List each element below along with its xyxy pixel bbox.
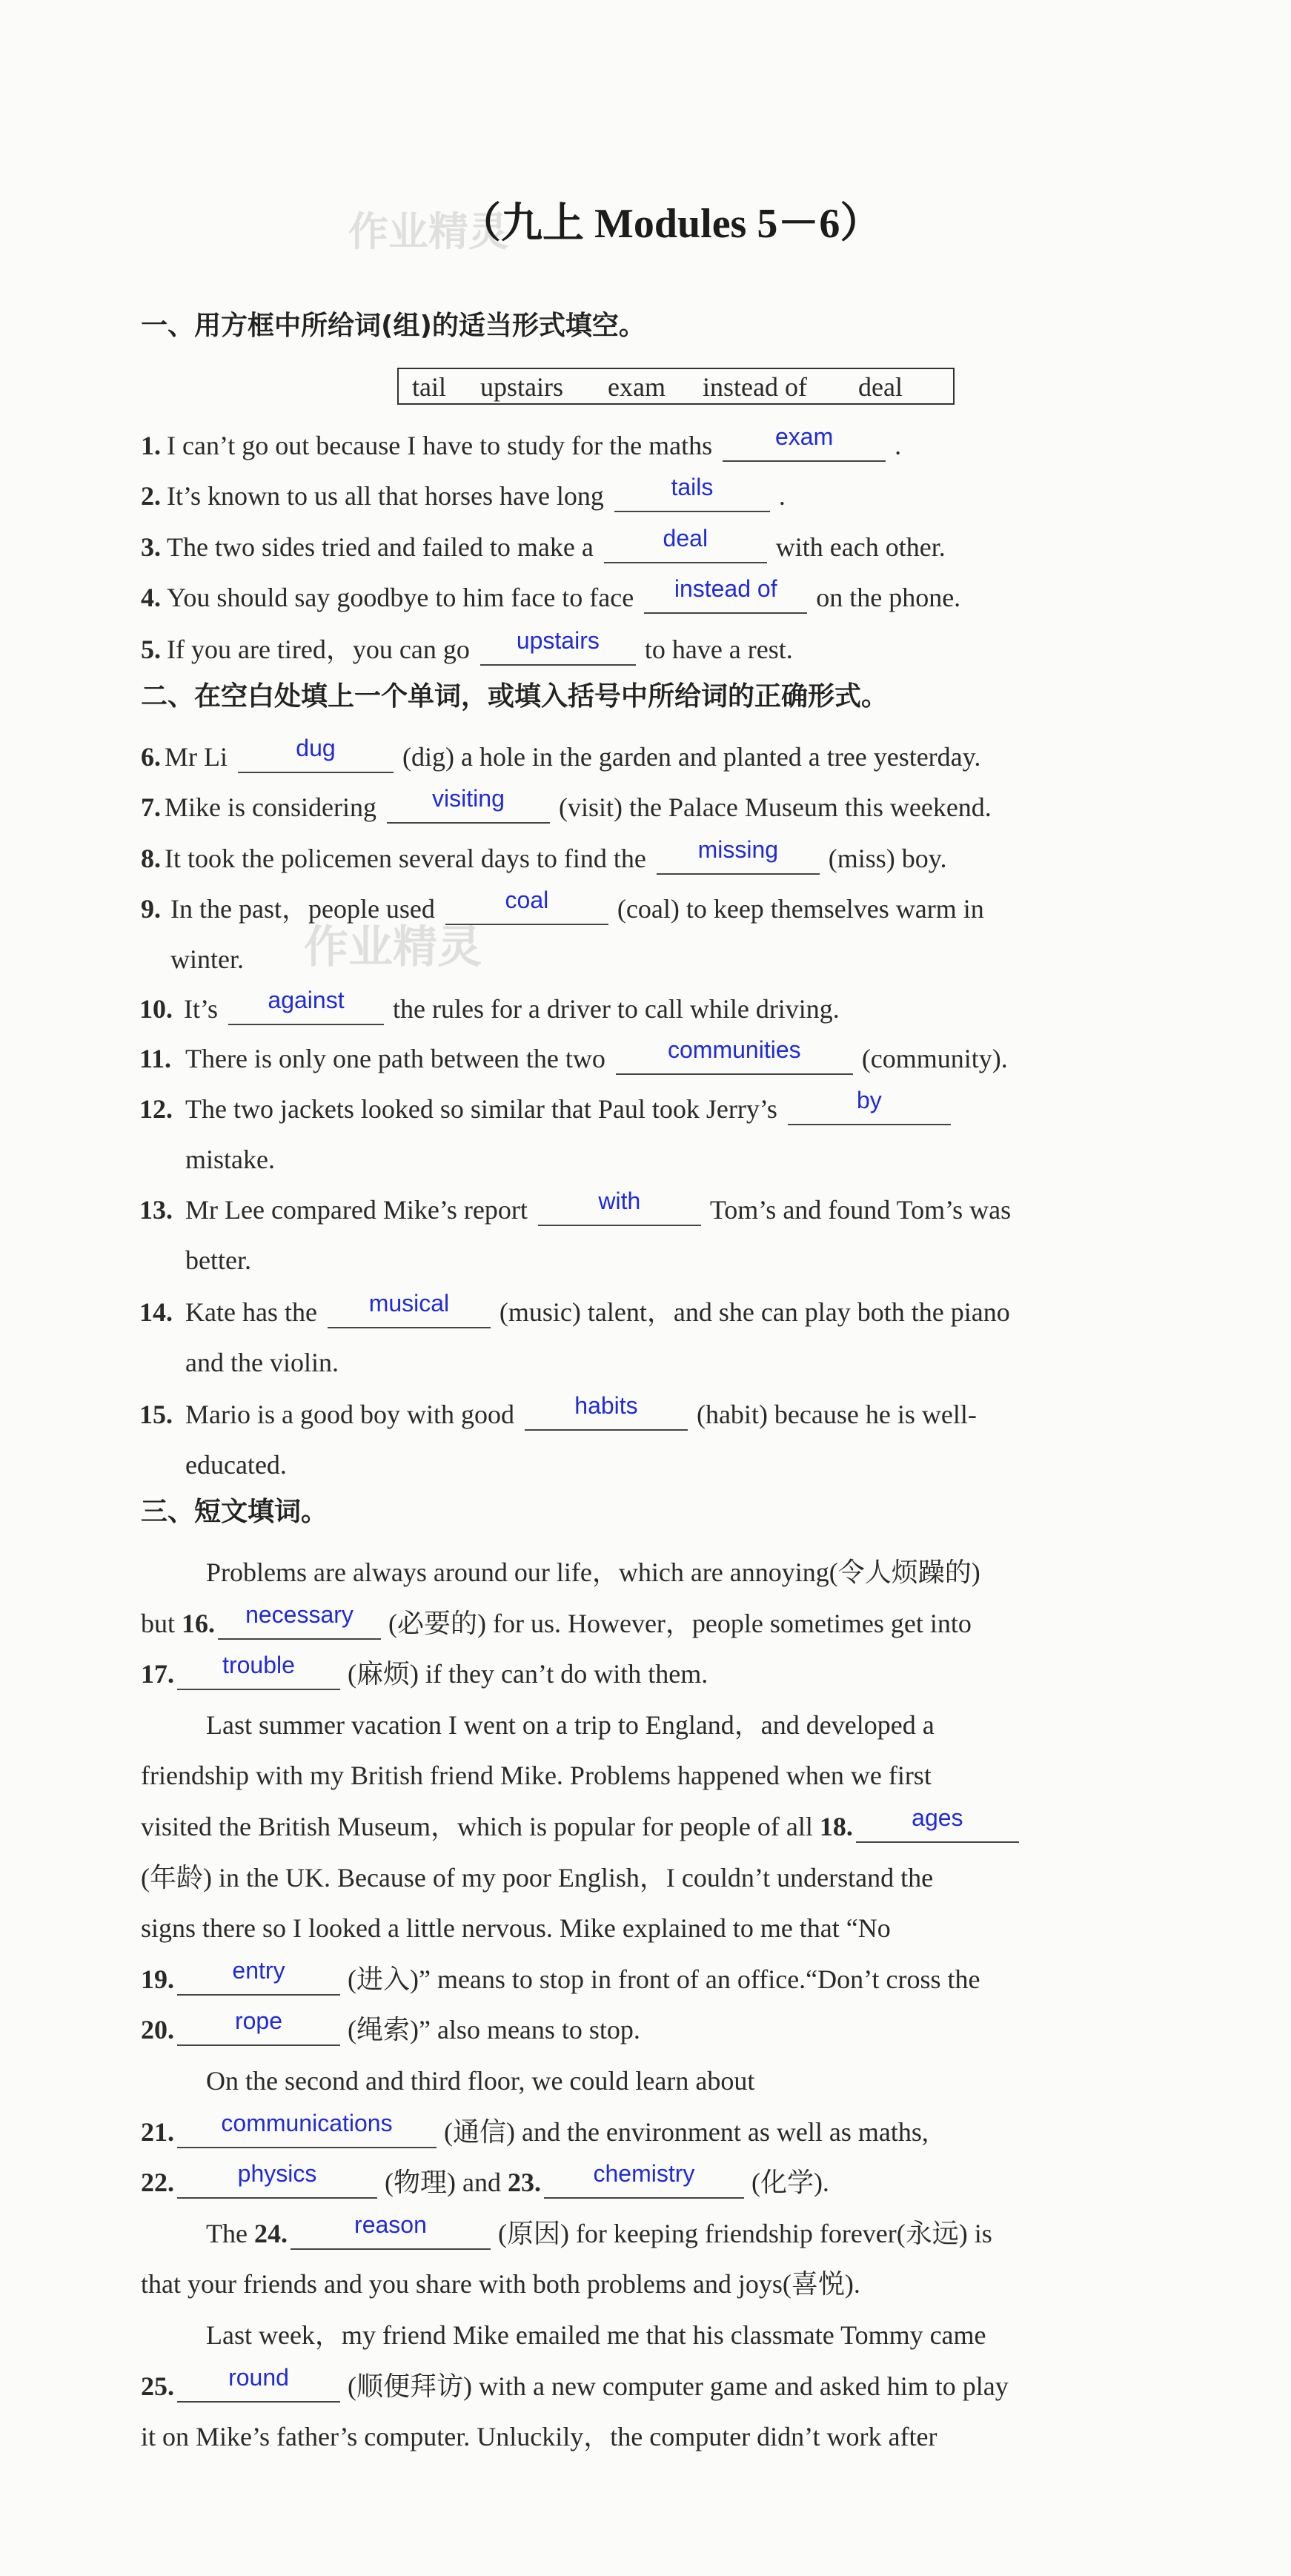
question-text-after: (habit) because he is well- xyxy=(696,1400,977,1429)
question-text-after: (visit) the Palace Museum this weekend. xyxy=(558,792,992,822)
question-number: 6. xyxy=(141,742,161,772)
answer-blank[interactable] xyxy=(723,422,886,462)
question-text: There is only one path between the two xyxy=(185,1044,605,1073)
handwritten-answer: communities xyxy=(668,1036,801,1063)
question-line xyxy=(0,730,1291,782)
question-text-after: (miss) boy. xyxy=(828,844,947,873)
blank-number: 19. xyxy=(141,1964,174,1994)
passage-line xyxy=(0,2156,1291,2208)
answer-blank[interactable] xyxy=(604,523,767,563)
passage-text: The xyxy=(206,2218,248,2248)
passage-text: (通信) and the environment as well as maths, xyxy=(444,2116,929,2147)
passage-text: Problems are always around our life，which are annoying(令人烦躁的) xyxy=(206,1557,980,1587)
blank-number: 24. xyxy=(253,2218,288,2248)
passage-text: friendship with my British friend Mike. Problems happened when we first xyxy=(141,1761,932,1791)
question-number: 15. xyxy=(139,1400,173,1429)
passage-line xyxy=(0,1953,1291,2004)
question-number: 11. xyxy=(139,1044,172,1073)
passage-text: Last week，my friend Mike emailed me that his classmate Tommy came xyxy=(206,2320,986,2350)
question-line-continued xyxy=(0,1438,1291,1490)
question-text: In the past，people used xyxy=(170,894,435,924)
question-text-after: with each other. xyxy=(775,532,946,562)
section2-heading: 二、在空白处填上一个单词，或填入括号中所给词的正确形式。 xyxy=(141,681,889,712)
blank-number: 16. xyxy=(182,1608,215,1638)
question-text: Mr Lee compared Mike’s report xyxy=(185,1195,528,1225)
watermark-top: 作业精灵 xyxy=(348,208,508,255)
handwritten-answer: against xyxy=(268,987,345,1013)
answer-blank[interactable] xyxy=(544,2159,744,2199)
question-line-continued xyxy=(0,933,1291,984)
question-text-after: on the phone. xyxy=(816,583,961,612)
question-text-after: (music) talent，and she can play both the piano xyxy=(499,1297,1010,1327)
question-text-after: to have a rest. xyxy=(644,635,793,664)
question-line xyxy=(0,1388,1291,1440)
question-text: Mike is considering xyxy=(165,792,376,822)
handwritten-answer: chemistry xyxy=(593,2160,695,2188)
blank-number: 17. xyxy=(141,1659,174,1689)
passage-line xyxy=(0,2207,1291,2259)
handwritten-answer: necessary xyxy=(245,1600,354,1628)
question-number: 5. xyxy=(141,635,161,664)
question-text: The two jackets looked so similar that Paul took Jerry’s xyxy=(185,1094,777,1124)
question-line-continued xyxy=(0,1133,1291,1185)
question-text-after: . xyxy=(895,431,902,460)
word-box xyxy=(397,368,955,405)
answer-blank[interactable] xyxy=(856,1803,1019,1843)
question-line xyxy=(0,469,1291,521)
question-number: 14. xyxy=(139,1297,173,1327)
question-number: 2. xyxy=(141,481,161,511)
blank-number: 22. xyxy=(141,2168,174,2198)
question-number: 7. xyxy=(141,792,161,822)
question-text: The two sides tried and failed to make a xyxy=(167,532,594,562)
word-box-item: tail xyxy=(412,372,446,402)
question-text-after: the rules for a driver to call while driving. xyxy=(393,994,840,1024)
passage-text: (年龄) in the UK. Because of my poor English，I couldn’t understand the xyxy=(141,1862,934,1893)
answer-blank[interactable] xyxy=(218,1600,381,1640)
question-number: 1. xyxy=(141,431,161,460)
blank-number: 20. xyxy=(141,2015,174,2045)
passage-line xyxy=(0,1851,1291,1903)
passage-line xyxy=(0,2054,1291,2106)
word-box-item: deal xyxy=(858,372,903,402)
passage-line xyxy=(0,1800,1291,1852)
answer-blank[interactable] xyxy=(538,1186,701,1226)
question-number: 10. xyxy=(139,994,173,1024)
handwritten-answer: exam xyxy=(774,423,834,450)
passage-text: visited the British Museum，which is popular for people of all xyxy=(141,1812,813,1841)
passage-line xyxy=(0,1597,1291,1649)
question-line xyxy=(0,1285,1291,1337)
word-box-item: instead of xyxy=(703,372,807,402)
passage-text: (化学). xyxy=(751,2168,829,2198)
question-line xyxy=(0,571,1291,623)
question-text: Mr Li xyxy=(165,742,228,772)
question-text: It’s xyxy=(184,994,219,1024)
passage-text: (物理) and xyxy=(385,2168,501,2198)
question-text-after: (dig) a hole in the garden and planted a tree yesterday. xyxy=(402,742,981,772)
question-text: Kate has the xyxy=(185,1297,317,1327)
handwritten-answer: round xyxy=(228,2363,289,2391)
question-text-continued: winter. xyxy=(170,944,244,974)
passage-line xyxy=(0,2105,1291,2157)
passage-text: (原因) for keeping friendship forever(永远) is xyxy=(497,2218,992,2248)
passage-text: (绳索)” also means to stop. xyxy=(348,2015,640,2045)
page-title: （九上 Modules 5－6） xyxy=(459,201,882,247)
question-number: 13. xyxy=(139,1195,173,1225)
handwritten-answer: trouble xyxy=(222,1652,295,1679)
question-text: Mario is a good boy with good xyxy=(185,1400,514,1429)
question-text-continued: and the violin. xyxy=(185,1348,339,1377)
answer-blank[interactable] xyxy=(238,733,394,773)
question-text: It took the policemen several days to find the xyxy=(165,844,646,873)
handwritten-answer: visiting xyxy=(432,785,505,812)
answer-blank[interactable] xyxy=(788,1085,951,1125)
passage-text: (麻烦) if they can’t do with them. xyxy=(348,1659,708,1689)
handwritten-answer: rope xyxy=(234,2007,283,2035)
handwritten-answer: with xyxy=(598,1188,641,1214)
question-line-continued xyxy=(0,1234,1291,1285)
question-text: If you are tired，you can go xyxy=(167,635,470,664)
handwritten-answer: upstairs xyxy=(516,627,600,654)
passage-line xyxy=(0,1749,1291,1801)
question-text-after: . xyxy=(778,481,786,511)
passage-line xyxy=(0,2003,1291,2055)
answer-blank[interactable] xyxy=(177,1956,340,1996)
handwritten-answer: musical xyxy=(368,1290,450,1317)
passage-text: Last summer vacation I went on a trip to England，and developed a xyxy=(206,1709,935,1740)
handwritten-answer: ages xyxy=(912,1804,963,1831)
word-box-item: upstairs xyxy=(480,372,563,402)
handwritten-answer: instead of xyxy=(674,575,777,602)
answer-blank[interactable] xyxy=(291,2210,491,2250)
answer-blank[interactable] xyxy=(177,2363,340,2403)
section1-heading: 一、用方框中所给词(组)的适当形式填空。 xyxy=(141,311,646,341)
blank-number: 25. xyxy=(141,2371,174,2401)
answer-blank[interactable] xyxy=(328,1288,491,1328)
handwritten-answer: habits xyxy=(574,1392,638,1419)
blank-number: 21. xyxy=(141,2116,174,2147)
passage-text: it on Mike’s father’s computer. Unluckily，the computer didn’t work after xyxy=(141,2422,937,2452)
handwritten-answer: communications xyxy=(221,2109,393,2136)
answer-blank[interactable] xyxy=(644,574,807,614)
question-number: 3. xyxy=(141,532,161,562)
passage-text: (必要的) for us. However，people sometimes get into xyxy=(388,1608,972,1638)
handwritten-answer: by xyxy=(856,1087,882,1113)
question-text-after: Tom’s and found Tom’s was xyxy=(709,1195,1012,1225)
answer-blank[interactable] xyxy=(657,835,820,875)
watermark-middle: 作业精灵 xyxy=(304,921,482,973)
answer-blank[interactable] xyxy=(480,626,636,666)
passage-line xyxy=(0,2360,1291,2411)
answer-blank[interactable] xyxy=(525,1391,688,1431)
question-line xyxy=(0,832,1291,884)
answer-blank[interactable] xyxy=(177,2159,377,2199)
question-number: 9. xyxy=(141,894,161,924)
answer-blank[interactable] xyxy=(445,885,608,925)
answer-blank[interactable] xyxy=(616,1035,853,1075)
passage-line xyxy=(0,1901,1291,1953)
passage-text: On the second and third floor, we could learn about xyxy=(206,2066,755,2096)
passage-line xyxy=(0,2257,1291,2309)
answer-blank[interactable] xyxy=(228,985,384,1025)
question-line xyxy=(0,982,1291,1034)
question-text: I can’t go out because I have to study for the maths xyxy=(167,431,713,460)
question-line xyxy=(0,419,1291,471)
handwritten-answer: dug xyxy=(296,735,336,761)
question-line xyxy=(0,623,1291,675)
passage-text: (顺便拜访) with a new computer game and asked him to play xyxy=(348,2371,1009,2401)
question-line xyxy=(0,882,1291,934)
word-box-item: exam xyxy=(608,372,666,402)
question-text-after: (community). xyxy=(861,1044,1008,1073)
question-text: You should say goodbye to him face to face xyxy=(167,583,634,612)
answer-blank[interactable] xyxy=(387,784,550,824)
question-number: 12. xyxy=(139,1094,173,1124)
question-number: 4. xyxy=(141,583,161,612)
handwritten-answer: missing xyxy=(697,836,779,863)
blank-number: 18. xyxy=(819,1812,853,1841)
question-line xyxy=(0,520,1291,572)
passage-text: that your friends and you share with both problems and joys(喜悦). xyxy=(141,2269,860,2299)
question-text-after: (coal) to keep themselves warm in xyxy=(617,894,984,924)
handwritten-answer: tails xyxy=(671,474,714,500)
answer-blank[interactable] xyxy=(177,1650,340,1690)
handwritten-answer: physics xyxy=(237,2160,317,2188)
question-text-continued: mistake. xyxy=(185,1145,275,1174)
question-line xyxy=(0,1082,1291,1134)
question-text-continued: better. xyxy=(185,1245,251,1275)
passage-line xyxy=(0,2308,1291,2360)
passage-line xyxy=(0,1698,1291,1750)
handwritten-answer: entry xyxy=(232,1956,285,1984)
passage-text: but xyxy=(141,1608,176,1638)
handwritten-answer: reason xyxy=(354,2211,427,2238)
question-line xyxy=(0,781,1291,832)
question-number: 8. xyxy=(141,844,161,873)
passage-text: signs there so I looked a little nervous. Mike explained to me that “No xyxy=(141,1913,891,1944)
blank-number: 23. xyxy=(507,2168,541,2198)
question-line xyxy=(0,1032,1291,1084)
answer-blank[interactable] xyxy=(177,2006,340,2046)
handwritten-answer: deal xyxy=(663,525,708,552)
passage-text: (进入)” means to stop in front of an office.“Don’t cross the xyxy=(348,1964,980,1994)
handwritten-answer: coal xyxy=(505,887,549,913)
question-text-continued: educated. xyxy=(185,1450,287,1480)
answer-blank[interactable] xyxy=(177,2108,437,2148)
answer-blank[interactable] xyxy=(614,472,770,512)
passage-line xyxy=(0,2410,1291,2462)
question-text: It’s known to us all that horses have long xyxy=(167,481,604,511)
section3-heading: 三、短文填词。 xyxy=(141,1497,328,1527)
question-line xyxy=(0,1183,1291,1235)
passage-line xyxy=(0,1647,1291,1699)
question-line-continued xyxy=(0,1336,1291,1388)
passage-line xyxy=(0,1546,1291,1597)
